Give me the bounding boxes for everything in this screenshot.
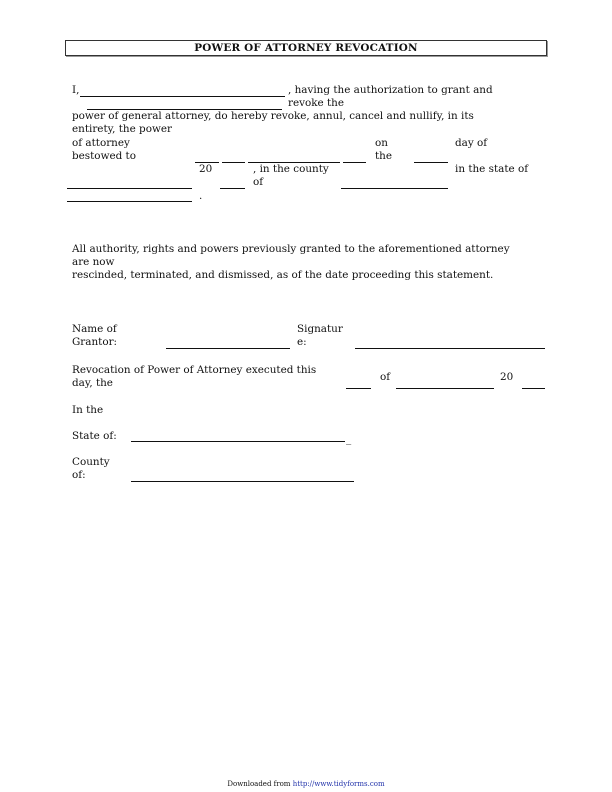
- label-signature-2: e:: [297, 336, 307, 348]
- county-field[interactable]: [131, 481, 354, 482]
- text-i: I,: [72, 84, 80, 96]
- text-day-the: day, the: [72, 377, 113, 389]
- text-20-2: 20: [500, 371, 514, 383]
- label-signature-1: Signatur: [297, 323, 343, 335]
- state-blank[interactable]: [67, 201, 192, 202]
- blank-short-3[interactable]: [343, 162, 366, 163]
- text-power-general-attorney: power of general attorney, do hereby revoke, annul, cancel and nullify, in its: [72, 110, 474, 122]
- text-day-of: day of: [455, 137, 488, 149]
- text-rescinded: rescinded, terminated, and dismissed, as of the date proceeding this statement.: [72, 269, 494, 281]
- execution-month-blank[interactable]: [396, 388, 494, 389]
- text-in-the-county: , in the county: [253, 163, 329, 175]
- blank-short-2[interactable]: [222, 162, 245, 163]
- text-are-now: are now: [72, 256, 115, 268]
- text-20: 20: [199, 163, 213, 175]
- month-blank[interactable]: [67, 188, 192, 189]
- text-on: on: [375, 137, 388, 149]
- page-title: POWER OF ATTORNEY REVOCATION: [65, 40, 547, 56]
- label-county-of: of:: [72, 469, 86, 481]
- day-blank[interactable]: [414, 162, 448, 163]
- state-field[interactable]: [131, 441, 345, 442]
- label-name-of: Name of: [72, 323, 117, 335]
- grantor-name-field[interactable]: [166, 348, 290, 349]
- text-in-the-state-of: in the state of: [455, 163, 529, 175]
- label-county: County: [72, 456, 110, 468]
- text-of-attorney: of attorney: [72, 137, 130, 149]
- footer-prefix: Downloaded from: [227, 780, 291, 788]
- execution-day-blank[interactable]: [346, 388, 371, 389]
- text-the: the: [375, 150, 393, 162]
- text-of: of: [253, 176, 264, 188]
- footer: [0, 780, 612, 788]
- text-period: .: [199, 190, 203, 202]
- text-of-2: of: [380, 371, 391, 383]
- grantor-name-blank[interactable]: [80, 96, 285, 97]
- text-underscore: _: [346, 433, 352, 445]
- text-all-authority: All authority, rights and powers previously granted to the aforementioned attorney: [72, 243, 510, 255]
- text-bestowed-to: bestowed to: [72, 150, 136, 162]
- text-entirety: entirety, the power: [72, 123, 172, 135]
- execution-year-blank[interactable]: [522, 388, 545, 389]
- county-blank[interactable]: [341, 188, 448, 189]
- text-revoke-the: revoke the: [288, 97, 345, 109]
- label-state-of: State of:: [72, 430, 117, 442]
- label-grantor: Grantor:: [72, 336, 118, 348]
- text-having-authorization: , having the authorization to grant and: [288, 84, 493, 96]
- year-blank[interactable]: [220, 188, 245, 189]
- footer-link[interactable]: http://www.tidyforms.com: [292, 780, 385, 788]
- text-in-the: In the: [72, 404, 104, 416]
- signature-field[interactable]: [355, 348, 545, 349]
- text-revocation-executed: Revocation of Power of Attorney executed this: [72, 364, 317, 376]
